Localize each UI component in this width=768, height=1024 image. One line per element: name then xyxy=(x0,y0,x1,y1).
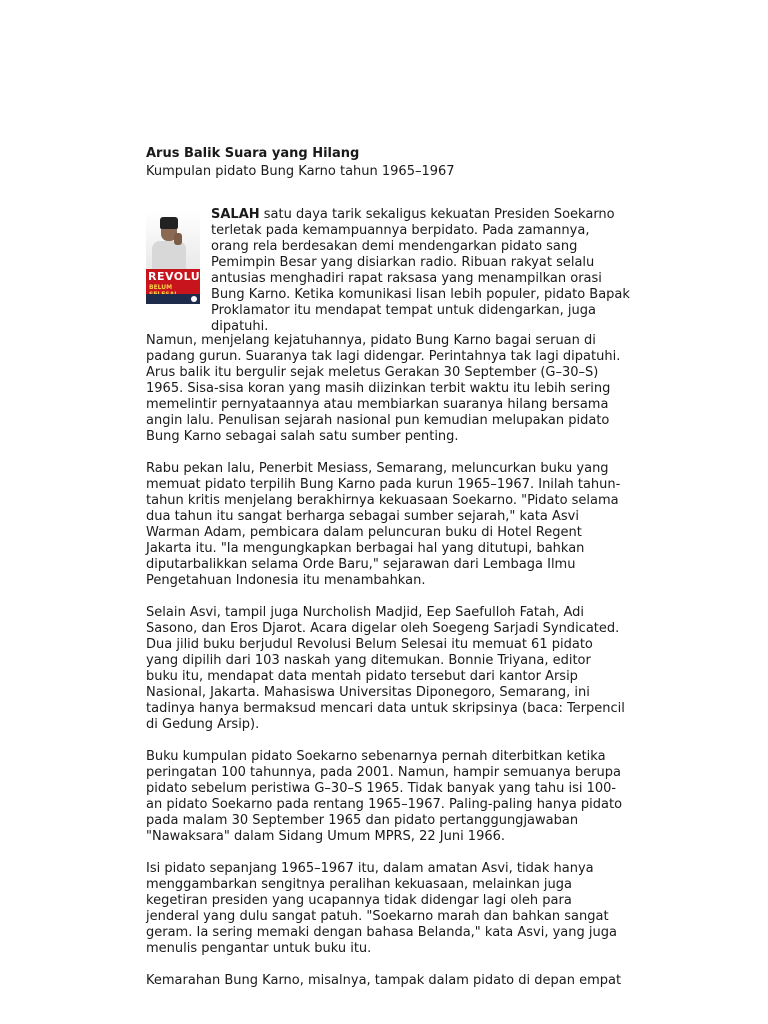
article xyxy=(146,146,630,1005)
publisher-logo-icon xyxy=(191,296,197,302)
paragraph-3: Selain Asvi, tampil juga Nurcholish Madjid, Eep Saefulloh Fatah, Adi Sasono, dan Eros Djarot. Acara digelar oleh Soegeng Sarjadi Syndicated. Dua jilid buku berjudul Revolusi Belum Selesai itu memuat 61 pidato yang dipilih dari 103 naskah yang ditemukan. Bonnie Triyana, editor buku itu, mendapat data mentah pidato tersebut dari kantor Arsip Nasional, Jakarta. Mahasiswa Universitas Diponegoro, Semarang, ini tadinya hanya bermaksud mencari data untuk skripsinya (baca: Terpencil di Gedung Arsip). xyxy=(146,605,625,732)
article-title: Arus Balik Suara yang Hilang xyxy=(146,146,360,161)
paragraph-1: Namun, menjelang kejatuhannya, pidato Bung Karno bagai seruan di padang gurun. Suaranya tak lagi didengar. Perintahnya tak lagi dipatuhi. Arus balik itu bergulir sejak meletus Gerakan 30 September (G–30–S) 1965. Sisa-sisa koran yang masih diizinkan terbit waktu itu lebih sering memelintir pernyataannya atau membiarkan suaranya hilang bersama angin lalu. Penulisan sejarah nasional pun kemudian melupakan pidato Bung Karno sebagai salah satu sumber penting. xyxy=(146,333,621,444)
article-subtitle: Kumpulan pidato Bung Karno tahun 1965–1967 xyxy=(146,164,455,179)
paragraph-6: Kemarahan Bung Karno, misalnya, tampak dalam pidato di depan empat xyxy=(146,973,622,988)
lead-word: SALAH xyxy=(211,207,260,222)
paragraph-4: Buku kumpulan pidato Soekarno sebenarnya pernah diterbitkan ketika peringatan 100 tahunnya, pada 2001. Namun, hampir semuanya berupa pidato sebelum peristiwa G–30–S 1965. Tidak banyak yang tahu isi 100-an pidato Soekarno pada rentang 1965–1967. Paling-paling hanya pidato pada malam 30 September 1965 dan pidato pertanggungjawaban "Nawaksara" dalam Sidang Umum MPRS, 22 Juni 1966. xyxy=(146,749,623,844)
lead-section xyxy=(146,207,630,334)
lead-text: satu daya tarik sekaligus kekuatan Presiden Soekarno terletak pada kemampuannya berpidato. Pada zamannya, orang rela berdesakan demi mendengarkan pidato sang Pemimpin Besar yang disiarkan radio. Ribuan rakyat selalu antusias menghadiri rapat raksasa yang menampilkan orasi Bung Karno. Ketika komunikasi lisan lebih populer, pidato Bapak Proklamator itu mendapat tempat untuk didengarkan, juga dipatuhi. xyxy=(211,207,630,334)
paragraph-5: Isi pidato sepanjang 1965–1967 itu, dalam amatan Asvi, tidak hanya menggambarkan sengitnya peralihan kekuasaan, melainkan juga kegetiran presiden yang ucapannya tidak didengar lagi oleh para jenderal yang dulu sangat patuh. "Soekarno marah dan bahkan sangat geram. Ia sering memaki dengan bahasa Belanda," kata Asvi, yang juga menulis pengantar untuk buku itu. xyxy=(146,861,617,956)
cover-title: REVOLUSI xyxy=(148,270,214,283)
paragraph-2: Rabu pekan lalu, Penerbit Mesiass, Semarang, meluncurkan buku yang memuat pidato terpilih Bung Karno pada kurun 1965–1967. Inilah tahun-tahun kritis menjelang berakhirnya kekuasaan Soekarno. "Pidato selama dua tahun itu sangat berharga sebagai sumber sejarah," kata Asvi Warman Adam, pembicara dalam peluncuran buku di Hotel Regent Jakarta itu. "Ia mengungkapkan berbagai hal yang ditutupi, bahkan diputarbalikkan selama Orde Baru," sejarawan dari Lembaga Ilmu Pengetahuan Indonesia itu menambahkan. xyxy=(146,461,621,588)
lead-paragraph xyxy=(211,207,631,335)
article-body xyxy=(146,333,626,989)
cover-subtitle: BELUM xyxy=(149,284,173,291)
book-cover-image xyxy=(146,211,214,304)
